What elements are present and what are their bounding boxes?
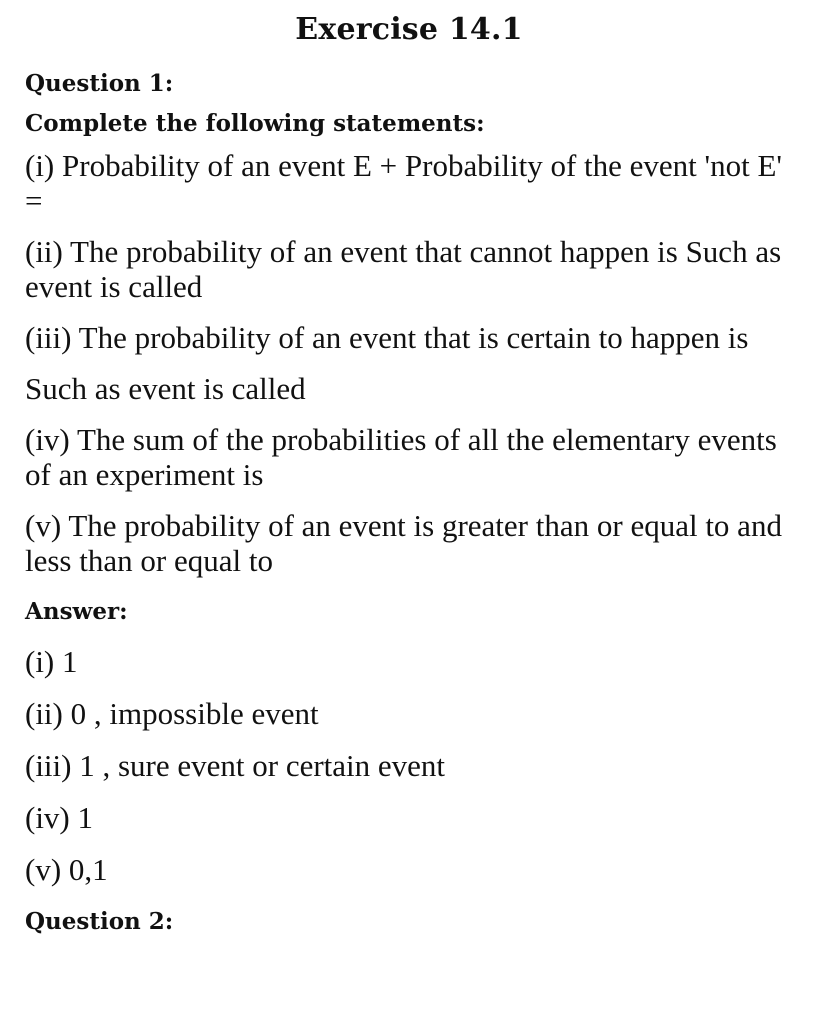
statement-iv: (iv) The sum of the probabilities of all the elementary events of an experiment is (25, 422, 777, 492)
answer-ii: (ii) 0 , impossible event (25, 696, 319, 731)
page-title: Exercise 14.1 (295, 12, 523, 47)
statement-v: (v) The probability of an event is greater than or equal to and less than or equal to (25, 508, 782, 578)
question-1-heading: Question 1: (25, 70, 174, 97)
question-2-heading: Question 2: (25, 908, 174, 935)
answer-v: (v) 0,1 (25, 852, 108, 887)
statement-i: (i) Probability of an event E + Probability of the event 'not E' = (25, 148, 782, 218)
content-body (25, 66, 800, 940)
answer-heading: Answer: (25, 598, 128, 625)
answer-iv: (iv) 1 (25, 800, 94, 835)
answer-iii: (iii) 1 , sure event or certain event (25, 748, 446, 783)
answer-i: (i) 1 (25, 644, 78, 679)
statement-iii-continued: Such as event is called (25, 371, 306, 406)
statement-iii: (iii) The probability of an event that is certain to happen is (25, 320, 749, 355)
statement-ii: (ii) The probability of an event that cannot happen is Such as event is called (25, 234, 782, 304)
question-1-instruction: Complete the following statements: (25, 110, 485, 137)
